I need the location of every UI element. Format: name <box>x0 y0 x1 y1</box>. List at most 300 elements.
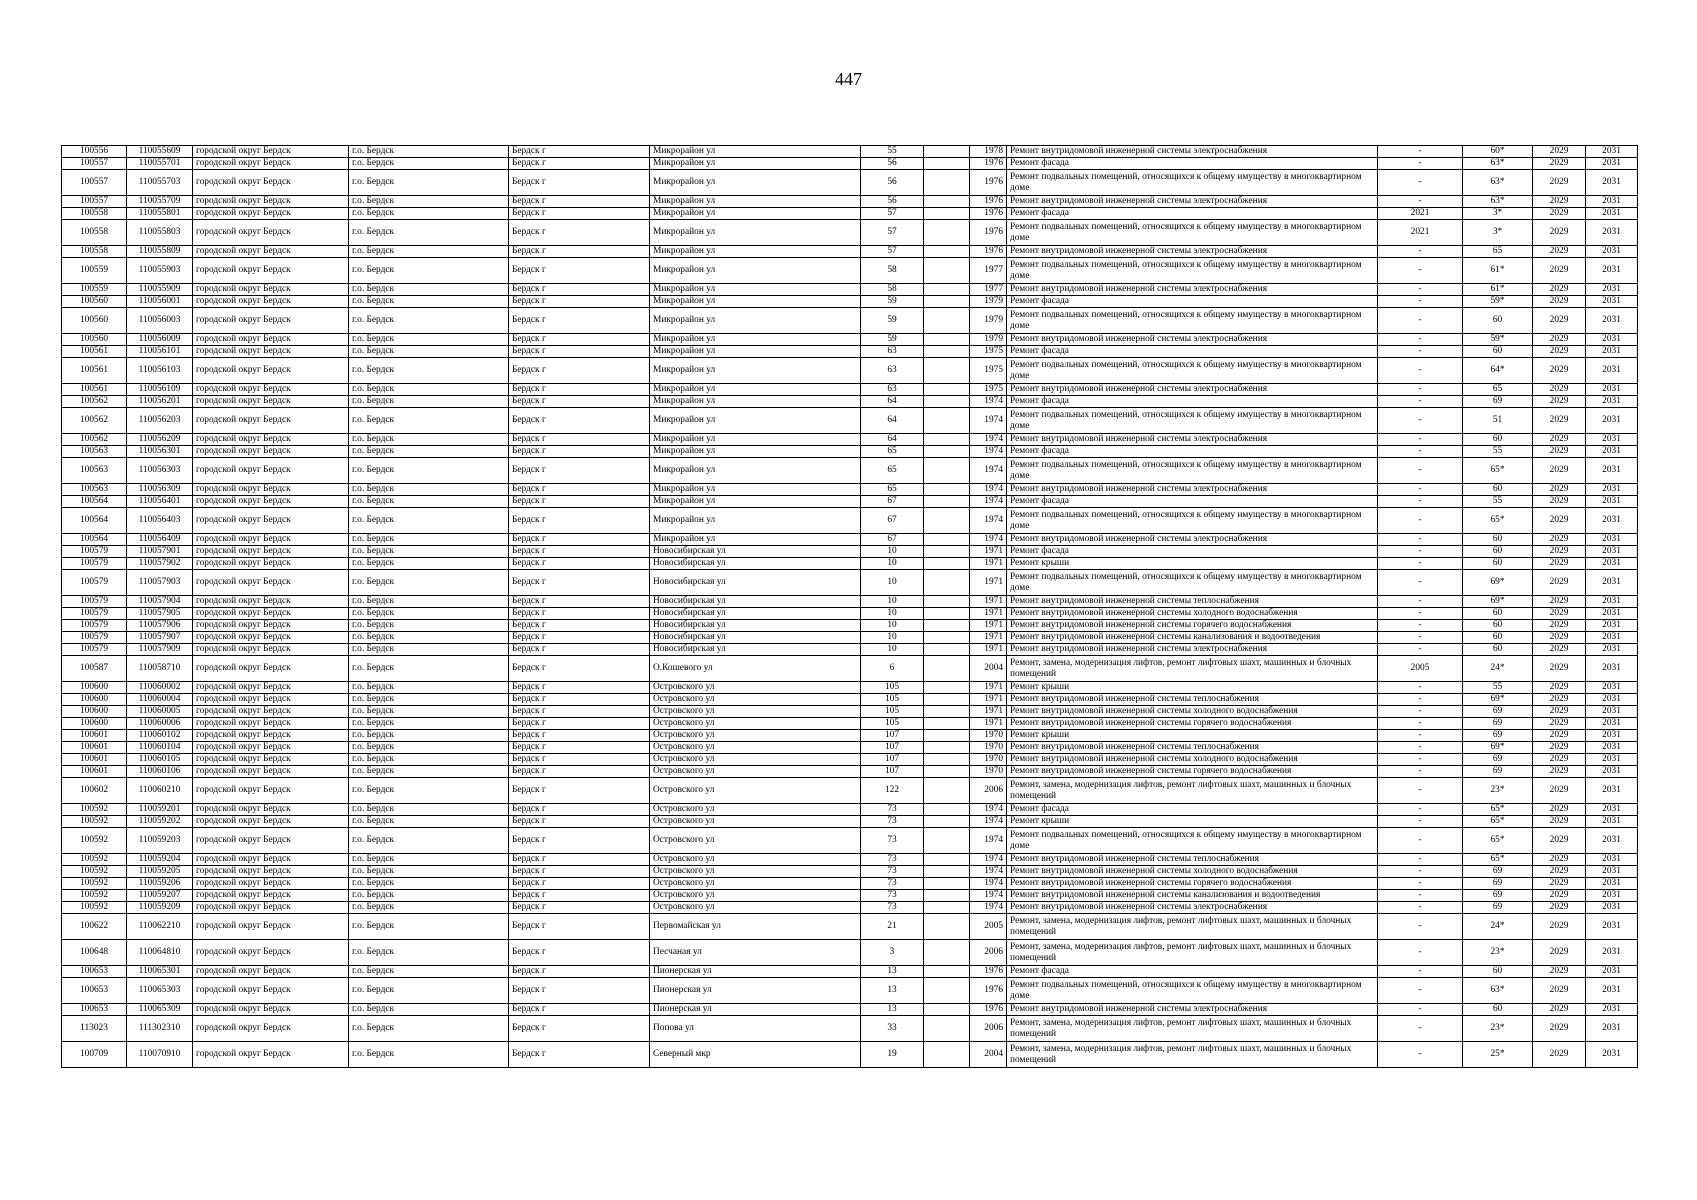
cell-plan-year-to: 2031 <box>1586 854 1638 866</box>
cell-prev-repair-year: - <box>1378 258 1463 284</box>
cell-locality: Бердск г <box>509 446 650 458</box>
table-row <box>62 620 1638 632</box>
cell-settlement: г.о. Бердск <box>349 644 509 656</box>
cell-settlement: г.о. Бердск <box>349 914 509 940</box>
cell-wear-percent: 65* <box>1463 854 1533 866</box>
table-row <box>62 434 1638 446</box>
cell-locality: Бердск г <box>509 632 650 644</box>
cell-year-built: 1974 <box>970 434 1007 446</box>
cell-work-id: 110058710 <box>127 656 193 682</box>
cell-year-built: 1971 <box>970 558 1007 570</box>
cell-work-type: Ремонт, замена, модернизация лифтов, ремонт лифтовых шахт, машинных и блочных помещений <box>1007 1016 1378 1042</box>
cell-building <box>924 484 970 496</box>
cell-plan-year-from: 2029 <box>1533 196 1586 208</box>
cell-settlement: г.о. Бердск <box>349 246 509 258</box>
cell-municipal-district: городской округ Бердск <box>193 940 349 966</box>
cell-locality: Бердск г <box>509 170 650 196</box>
cell-plan-year-from: 2029 <box>1533 754 1586 766</box>
cell-wear-percent: 60 <box>1463 546 1533 558</box>
cell-wear-percent: 60 <box>1463 434 1533 446</box>
cell-work-type: Ремонт фасада <box>1007 396 1378 408</box>
cell-plan-year-to: 2031 <box>1586 596 1638 608</box>
cell-locality: Бердск г <box>509 258 650 284</box>
cell-municipal-district: городской округ Бердск <box>193 358 349 384</box>
cell-year-built: 1971 <box>970 596 1007 608</box>
cell-wear-percent: 23* <box>1463 940 1533 966</box>
cell-wear-percent: 3* <box>1463 220 1533 246</box>
cell-year-built: 1976 <box>970 966 1007 978</box>
cell-house-number: 21 <box>861 914 924 940</box>
cell-year-built: 1971 <box>970 682 1007 694</box>
cell-house-number: 105 <box>861 682 924 694</box>
cell-year-built: 1971 <box>970 706 1007 718</box>
cell-work-id: 110059207 <box>127 890 193 902</box>
cell-work-type: Ремонт крыши <box>1007 558 1378 570</box>
cell-locality: Бердск г <box>509 914 650 940</box>
cell-plan-year-from: 2029 <box>1533 146 1586 158</box>
cell-street: Микрорайон ул <box>650 220 861 246</box>
cell-work-id: 110056009 <box>127 334 193 346</box>
cell-building <box>924 570 970 596</box>
cell-street: Островского ул <box>650 730 861 742</box>
cell-municipal-district: городской округ Бердск <box>193 694 349 706</box>
cell-year-built: 1976 <box>970 220 1007 246</box>
cell-prev-repair-year: - <box>1378 458 1463 484</box>
cell-plan-year-to: 2031 <box>1586 620 1638 632</box>
cell-house-id: 100709 <box>62 1042 127 1068</box>
cell-plan-year-from: 2029 <box>1533 358 1586 384</box>
cell-year-built: 1976 <box>970 1004 1007 1016</box>
cell-house-id: 100592 <box>62 828 127 854</box>
cell-plan-year-to: 2031 <box>1586 742 1638 754</box>
cell-municipal-district: городской округ Бердск <box>193 706 349 718</box>
cell-locality: Бердск г <box>509 596 650 608</box>
cell-wear-percent: 69 <box>1463 866 1533 878</box>
cell-street: Островского ул <box>650 902 861 914</box>
cell-plan-year-to: 2031 <box>1586 730 1638 742</box>
cell-municipal-district: городской округ Бердск <box>193 656 349 682</box>
cell-street: Микрорайон ул <box>650 158 861 170</box>
table-row <box>62 706 1638 718</box>
cell-work-type: Ремонт фасада <box>1007 296 1378 308</box>
cell-settlement: г.о. Бердск <box>349 1016 509 1042</box>
table-row <box>62 496 1638 508</box>
cell-wear-percent: 69* <box>1463 742 1533 754</box>
cell-building <box>924 334 970 346</box>
cell-prev-repair-year: - <box>1378 570 1463 596</box>
cell-building <box>924 608 970 620</box>
cell-work-type: Ремонт внутридомовой инженерной системы электроснабжения <box>1007 434 1378 446</box>
cell-street: Микрорайон ул <box>650 170 861 196</box>
cell-year-built: 1979 <box>970 334 1007 346</box>
cell-work-type: Ремонт внутридомовой инженерной системы электроснабжения <box>1007 534 1378 546</box>
cell-wear-percent: 60 <box>1463 308 1533 334</box>
cell-house-number: 10 <box>861 570 924 596</box>
cell-house-number: 107 <box>861 754 924 766</box>
cell-work-id: 110059204 <box>127 854 193 866</box>
cell-house-number: 67 <box>861 534 924 546</box>
cell-building <box>924 308 970 334</box>
cell-prev-repair-year: - <box>1378 878 1463 890</box>
cell-municipal-district: городской округ Бердск <box>193 644 349 656</box>
cell-municipal-district: городской округ Бердск <box>193 890 349 902</box>
cell-street: Новосибирская ул <box>650 546 861 558</box>
cell-settlement: г.о. Бердск <box>349 1042 509 1068</box>
cell-wear-percent: 69 <box>1463 718 1533 730</box>
cell-prev-repair-year: - <box>1378 546 1463 558</box>
cell-work-id: 110056401 <box>127 496 193 508</box>
cell-house-id: 100564 <box>62 534 127 546</box>
cell-prev-repair-year: - <box>1378 632 1463 644</box>
cell-prev-repair-year: - <box>1378 778 1463 804</box>
cell-plan-year-from: 2029 <box>1533 966 1586 978</box>
cell-municipal-district: городской округ Бердск <box>193 208 349 220</box>
cell-wear-percent: 65 <box>1463 246 1533 258</box>
cell-settlement: г.о. Бердск <box>349 978 509 1004</box>
cell-year-built: 1974 <box>970 866 1007 878</box>
cell-street: Песчаная ул <box>650 940 861 966</box>
cell-settlement: г.о. Бердск <box>349 1004 509 1016</box>
cell-prev-repair-year: - <box>1378 434 1463 446</box>
cell-plan-year-to: 2031 <box>1586 546 1638 558</box>
table-row <box>62 296 1638 308</box>
cell-building <box>924 384 970 396</box>
cell-prev-repair-year: - <box>1378 902 1463 914</box>
cell-year-built: 1978 <box>970 146 1007 158</box>
cell-building <box>924 1004 970 1016</box>
cell-plan-year-from: 2029 <box>1533 706 1586 718</box>
cell-street: Пионерская ул <box>650 978 861 1004</box>
cell-plan-year-from: 2029 <box>1533 546 1586 558</box>
cell-locality: Бердск г <box>509 308 650 334</box>
cell-work-id: 110059203 <box>127 828 193 854</box>
cell-work-type: Ремонт внутридомовой инженерной системы электроснабжения <box>1007 484 1378 496</box>
cell-settlement: г.о. Бердск <box>349 396 509 408</box>
cell-work-id: 110056303 <box>127 458 193 484</box>
cell-prev-repair-year: - <box>1378 940 1463 966</box>
cell-house-number: 57 <box>861 246 924 258</box>
cell-street: Островского ул <box>650 878 861 890</box>
cell-plan-year-from: 2029 <box>1533 158 1586 170</box>
cell-house-number: 73 <box>861 804 924 816</box>
cell-settlement: г.о. Бердск <box>349 890 509 902</box>
cell-house-number: 73 <box>861 890 924 902</box>
cell-wear-percent: 65* <box>1463 828 1533 854</box>
cell-locality: Бердск г <box>509 146 650 158</box>
cell-year-built: 1974 <box>970 828 1007 854</box>
cell-prev-repair-year: - <box>1378 890 1463 902</box>
cell-municipal-district: городской округ Бердск <box>193 346 349 358</box>
cell-building <box>924 158 970 170</box>
cell-prev-repair-year: - <box>1378 1042 1463 1068</box>
cell-wear-percent: 23* <box>1463 778 1533 804</box>
cell-year-built: 1979 <box>970 296 1007 308</box>
cell-plan-year-to: 2031 <box>1586 170 1638 196</box>
cell-prev-repair-year: - <box>1378 854 1463 866</box>
cell-settlement: г.о. Бердск <box>349 558 509 570</box>
cell-plan-year-to: 2031 <box>1586 890 1638 902</box>
cell-wear-percent: 69 <box>1463 878 1533 890</box>
cell-street: Новосибирская ул <box>650 620 861 632</box>
cell-work-id: 110056209 <box>127 434 193 446</box>
cell-plan-year-from: 2029 <box>1533 1016 1586 1042</box>
cell-year-built: 1979 <box>970 308 1007 334</box>
cell-street: Новосибирская ул <box>650 570 861 596</box>
cell-municipal-district: городской округ Бердск <box>193 558 349 570</box>
cell-locality: Бердск г <box>509 656 650 682</box>
cell-house-id: 100592 <box>62 890 127 902</box>
cell-wear-percent: 59* <box>1463 296 1533 308</box>
cell-year-built: 1974 <box>970 534 1007 546</box>
table-row <box>62 570 1638 596</box>
cell-house-number: 10 <box>861 620 924 632</box>
cell-locality: Бердск г <box>509 828 650 854</box>
cell-prev-repair-year: - <box>1378 694 1463 706</box>
table-row <box>62 632 1638 644</box>
cell-wear-percent: 61* <box>1463 284 1533 296</box>
cell-settlement: г.о. Бердск <box>349 534 509 546</box>
cell-wear-percent: 69 <box>1463 766 1533 778</box>
cell-year-built: 1971 <box>970 546 1007 558</box>
cell-house-id: 100558 <box>62 220 127 246</box>
cell-prev-repair-year: - <box>1378 534 1463 546</box>
cell-settlement: г.о. Бердск <box>349 632 509 644</box>
cell-prev-repair-year: - <box>1378 914 1463 940</box>
cell-work-id: 110055809 <box>127 246 193 258</box>
cell-prev-repair-year: - <box>1378 828 1463 854</box>
cell-work-type: Ремонт подвальных помещений, относящихся к общему имуществу в многоквартирном доме <box>1007 358 1378 384</box>
cell-year-built: 1970 <box>970 730 1007 742</box>
cell-plan-year-from: 2029 <box>1533 558 1586 570</box>
cell-wear-percent: 61* <box>1463 258 1533 284</box>
cell-locality: Бердск г <box>509 496 650 508</box>
cell-work-type: Ремонт внутридомовой инженерной системы электроснабжения <box>1007 196 1378 208</box>
cell-building <box>924 914 970 940</box>
cell-house-number: 73 <box>861 828 924 854</box>
cell-house-number: 3 <box>861 940 924 966</box>
cell-locality: Бердск г <box>509 742 650 754</box>
cell-wear-percent: 24* <box>1463 656 1533 682</box>
cell-street: Пионерская ул <box>650 1004 861 1016</box>
cell-house-number: 67 <box>861 496 924 508</box>
cell-work-id: 110055703 <box>127 170 193 196</box>
table-row <box>62 608 1638 620</box>
cell-house-number: 65 <box>861 484 924 496</box>
cell-wear-percent: 69* <box>1463 570 1533 596</box>
cell-street: Микрорайон ул <box>650 258 861 284</box>
cell-plan-year-to: 2031 <box>1586 914 1638 940</box>
cell-work-id: 110057902 <box>127 558 193 570</box>
cell-wear-percent: 63* <box>1463 170 1533 196</box>
cell-plan-year-to: 2031 <box>1586 902 1638 914</box>
cell-locality: Бердск г <box>509 358 650 384</box>
table-row <box>62 890 1638 902</box>
cell-plan-year-from: 2029 <box>1533 508 1586 534</box>
cell-house-number: 105 <box>861 706 924 718</box>
cell-plan-year-from: 2029 <box>1533 220 1586 246</box>
cell-plan-year-from: 2029 <box>1533 828 1586 854</box>
cell-work-type: Ремонт подвальных помещений, относящихся к общему имуществу в многоквартирном доме <box>1007 570 1378 596</box>
cell-locality: Бердск г <box>509 558 650 570</box>
cell-house-id: 100557 <box>62 170 127 196</box>
cell-work-type: Ремонт внутридомовой инженерной системы электроснабжения <box>1007 334 1378 346</box>
cell-work-type: Ремонт внутридомовой инженерной системы теплоснабжения <box>1007 694 1378 706</box>
cell-building <box>924 730 970 742</box>
cell-work-id: 110060005 <box>127 706 193 718</box>
cell-wear-percent: 60 <box>1463 966 1533 978</box>
cell-building <box>924 816 970 828</box>
cell-street: Микрорайон ул <box>650 396 861 408</box>
cell-house-number: 73 <box>861 854 924 866</box>
cell-work-type: Ремонт подвальных помещений, относящихся к общему имуществу в многоквартирном доме <box>1007 508 1378 534</box>
cell-settlement: г.о. Бердск <box>349 656 509 682</box>
cell-work-id: 110056001 <box>127 296 193 308</box>
cell-house-id: 100562 <box>62 408 127 434</box>
cell-settlement: г.о. Бердск <box>349 620 509 632</box>
cell-prev-repair-year: - <box>1378 384 1463 396</box>
cell-plan-year-to: 2031 <box>1586 632 1638 644</box>
cell-house-number: 58 <box>861 284 924 296</box>
cell-work-id: 110060102 <box>127 730 193 742</box>
cell-locality: Бердск г <box>509 396 650 408</box>
cell-work-type: Ремонт внутридомовой инженерной системы горячего водоснабжения <box>1007 620 1378 632</box>
table-row <box>62 902 1638 914</box>
cell-municipal-district: городской округ Бердск <box>193 484 349 496</box>
table-row <box>62 396 1638 408</box>
cell-work-id: 110059202 <box>127 816 193 828</box>
cell-year-built: 1971 <box>970 632 1007 644</box>
cell-street: Островского ул <box>650 694 861 706</box>
cell-wear-percent: 69* <box>1463 694 1533 706</box>
cell-locality: Бердск г <box>509 546 650 558</box>
cell-municipal-district: городской округ Бердск <box>193 384 349 396</box>
cell-wear-percent: 69 <box>1463 754 1533 766</box>
cell-year-built: 1974 <box>970 890 1007 902</box>
cell-work-id: 110060002 <box>127 682 193 694</box>
cell-work-type: Ремонт крыши <box>1007 730 1378 742</box>
cell-house-id: 100558 <box>62 208 127 220</box>
cell-work-type: Ремонт внутридомовой инженерной системы горячего водоснабжения <box>1007 766 1378 778</box>
cell-street: Островского ул <box>650 816 861 828</box>
cell-house-id: 100559 <box>62 258 127 284</box>
cell-work-type: Ремонт внутридомовой инженерной системы теплоснабжения <box>1007 854 1378 866</box>
cell-locality: Бердск г <box>509 608 650 620</box>
cell-street: Новосибирская ул <box>650 596 861 608</box>
cell-prev-repair-year: - <box>1378 296 1463 308</box>
cell-house-number: 64 <box>861 434 924 446</box>
cell-plan-year-from: 2029 <box>1533 396 1586 408</box>
cell-work-id: 110056101 <box>127 346 193 358</box>
cell-house-id: 100558 <box>62 246 127 258</box>
cell-house-number: 65 <box>861 458 924 484</box>
cell-work-id: 110056003 <box>127 308 193 334</box>
cell-work-id: 110060106 <box>127 766 193 778</box>
cell-plan-year-from: 2029 <box>1533 258 1586 284</box>
cell-wear-percent: 65 <box>1463 384 1533 396</box>
cell-street: Микрорайон ул <box>650 246 861 258</box>
cell-work-type: Ремонт подвальных помещений, относящихся к общему имуществу в многоквартирном доме <box>1007 408 1378 434</box>
cell-year-built: 1974 <box>970 902 1007 914</box>
cell-settlement: г.о. Бердск <box>349 346 509 358</box>
cell-work-type: Ремонт подвальных помещений, относящихся к общему имуществу в многоквартирном доме <box>1007 828 1378 854</box>
cell-work-type: Ремонт внутридомовой инженерной системы горячего водоснабжения <box>1007 878 1378 890</box>
cell-municipal-district: городской округ Бердск <box>193 220 349 246</box>
cell-house-number: 59 <box>861 334 924 346</box>
cell-house-id: 100600 <box>62 706 127 718</box>
cell-municipal-district: городской округ Бердск <box>193 396 349 408</box>
cell-plan-year-from: 2029 <box>1533 1042 1586 1068</box>
cell-municipal-district: городской округ Бердск <box>193 170 349 196</box>
cell-plan-year-from: 2029 <box>1533 170 1586 196</box>
cell-work-id: 110055709 <box>127 196 193 208</box>
cell-plan-year-to: 2031 <box>1586 534 1638 546</box>
cell-prev-repair-year: - <box>1378 484 1463 496</box>
cell-house-id: 100563 <box>62 484 127 496</box>
cell-municipal-district: городской округ Бердск <box>193 1004 349 1016</box>
cell-plan-year-from: 2029 <box>1533 730 1586 742</box>
cell-prev-repair-year: - <box>1378 766 1463 778</box>
cell-year-built: 1976 <box>970 978 1007 1004</box>
cell-street: Микрорайон ул <box>650 146 861 158</box>
cell-house-number: 13 <box>861 966 924 978</box>
cell-house-id: 100587 <box>62 656 127 682</box>
cell-year-built: 1975 <box>970 358 1007 384</box>
cell-building <box>924 754 970 766</box>
cell-year-built: 1971 <box>970 644 1007 656</box>
cell-locality: Бердск г <box>509 694 650 706</box>
cell-building <box>924 878 970 890</box>
cell-work-type: Ремонт подвальных помещений, относящихся к общему имуществу в многоквартирном доме <box>1007 458 1378 484</box>
cell-wear-percent: 55 <box>1463 682 1533 694</box>
cell-year-built: 1974 <box>970 446 1007 458</box>
table-row <box>62 742 1638 754</box>
cell-house-id: 100653 <box>62 1004 127 1016</box>
cell-municipal-district: городской округ Бердск <box>193 284 349 296</box>
cell-house-id: 100592 <box>62 902 127 914</box>
cell-settlement: г.о. Бердск <box>349 434 509 446</box>
cell-building <box>924 558 970 570</box>
cell-work-id: 110060006 <box>127 718 193 730</box>
cell-house-id: 100601 <box>62 742 127 754</box>
table-row <box>62 284 1638 296</box>
cell-building <box>924 496 970 508</box>
cell-street: Островского ул <box>650 866 861 878</box>
table-row <box>62 816 1638 828</box>
cell-plan-year-to: 2031 <box>1586 408 1638 434</box>
cell-plan-year-to: 2031 <box>1586 446 1638 458</box>
cell-locality: Бердск г <box>509 220 650 246</box>
page-number: 447 <box>835 69 862 89</box>
cell-plan-year-from: 2029 <box>1533 978 1586 1004</box>
cell-plan-year-from: 2029 <box>1533 308 1586 334</box>
cell-plan-year-from: 2029 <box>1533 534 1586 546</box>
cell-wear-percent: 63* <box>1463 978 1533 1004</box>
cell-house-number: 56 <box>861 158 924 170</box>
table-row <box>62 778 1638 804</box>
cell-house-number: 33 <box>861 1016 924 1042</box>
cell-wear-percent: 3* <box>1463 208 1533 220</box>
table-row <box>62 682 1638 694</box>
table-row <box>62 534 1638 546</box>
cell-house-number: 6 <box>861 656 924 682</box>
cell-plan-year-from: 2029 <box>1533 804 1586 816</box>
cell-municipal-district: городской округ Бердск <box>193 546 349 558</box>
cell-building <box>924 890 970 902</box>
cell-locality: Бердск г <box>509 508 650 534</box>
table-row <box>62 484 1638 496</box>
cell-building <box>924 358 970 384</box>
cell-street: Микрорайон ул <box>650 308 861 334</box>
